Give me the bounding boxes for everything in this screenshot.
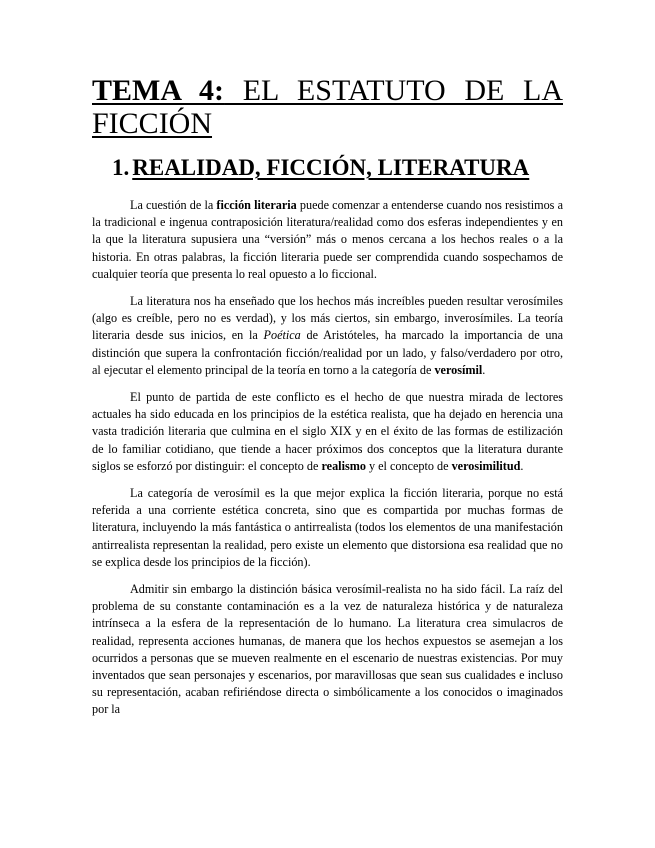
section-heading [112,154,563,181]
title-rest: EL ESTATUTO DE LA FICCIÓN [92,74,563,140]
paragraph-2 [92,293,563,379]
paragraph-2-text-b: de Aristóteles, ha marcado la importancia de una distinción que supera la confrontación ficción/realidad por un lado, y falso/verdadero por otro, al ejecutar el elemento principal de la teoría en torno a la categoría de [92,328,563,377]
term-verosimilitud: verosimilitud [451,458,521,473]
term-realismo: realismo [321,458,366,473]
paragraph-5-text: Admitir sin embargo la distinción básica verosímil-realista no ha sido fácil. La raíz del problema de su constante contaminación es a la vez de naturaleza histórica y de naturaleza intrínseca a la esfera de la representación de lo humano. La literatura crea simulacros de realidad, representa acciones humanas, de manera que los hechos expuestos se asemejan a los ocurridos a personas que se mueven realmente en el escenario de nuestras existencias. Por muy inventados que sean personajes y escenarios, por maravillosas que sean sus cualidades e incluso su representación, acaban refiriéndose directa o simbólicamente a los conocidos o imaginados por la [92,582,563,717]
paragraph-2-text-a: La literatura nos ha enseñado que los hechos más increíbles pueden resultar verosímiles (algo es creíble, pero no es verdad), y los más ciertos, sin embargo, inverosímiles. La teoría literaria desde sus inicios, en la [92,294,563,343]
term-verosimil: verosímil [434,362,483,377]
work-title-poetica: Poética [263,328,301,343]
main-title [92,74,563,140]
paragraph-5 [92,581,563,719]
paragraph-1-text-b: puede comenzar a entenderse cuando nos resistimos a la tradicional e ingenua contraposición literatura/realidad como dos esferas independientes y en la que la literatura supusiera una “versión” más o menos cercana a los hechos reales o a la historia. En otras palabras, la ficción literaria puede ser comprendida cuando sospechamos de cualquier teoría que presenta lo real opuesto a lo ficcional. [92,198,563,281]
paragraph-3 [92,389,563,475]
paragraph-1 [92,197,563,283]
paragraph-3-text-b: y el concepto de [365,458,452,473]
paragraph-1-text-a: La cuestión de la [130,198,217,212]
title-tema: TEMA 4: [92,74,225,107]
paragraph-2-text-c: . [482,362,486,377]
section-number: 1. [112,155,130,180]
paragraph-3-text-c: . [520,458,524,473]
section-title: REALIDAD, FICCIÓN, LITERATURA [132,155,530,180]
paragraph-4 [92,485,563,571]
paragraph-4-text: La categoría de verosímil es la que mejor explica la ficción literaria, porque no está referida a una corriente estética concreta, sino que es compartida por muchas formas de literatura, incluyendo la más fantástica o antirrealista (todos los elementos de una manifestación antirrealista representan la realidad, pero existe un elemento que distorsiona esa realidad que no se explica desde los principios de la ficción). [92,486,563,569]
term-ficcion-literaria: ficción literaria [216,198,297,212]
paragraph-3-text-a: El punto de partida de este conflicto es el hecho de que nuestra mirada de lectores actuales ha sido educada en los principios de la estética realista, que ha dejado en herencia una vasta tradición literaria que culmina en el siglo XIX y en el éxito de las formas de estilización de lo familiar cotidiano, que tiende a hacer próximos dos conceptos que la literatura durante siglos se esforzó por distinguir: el concepto de [92,390,563,473]
